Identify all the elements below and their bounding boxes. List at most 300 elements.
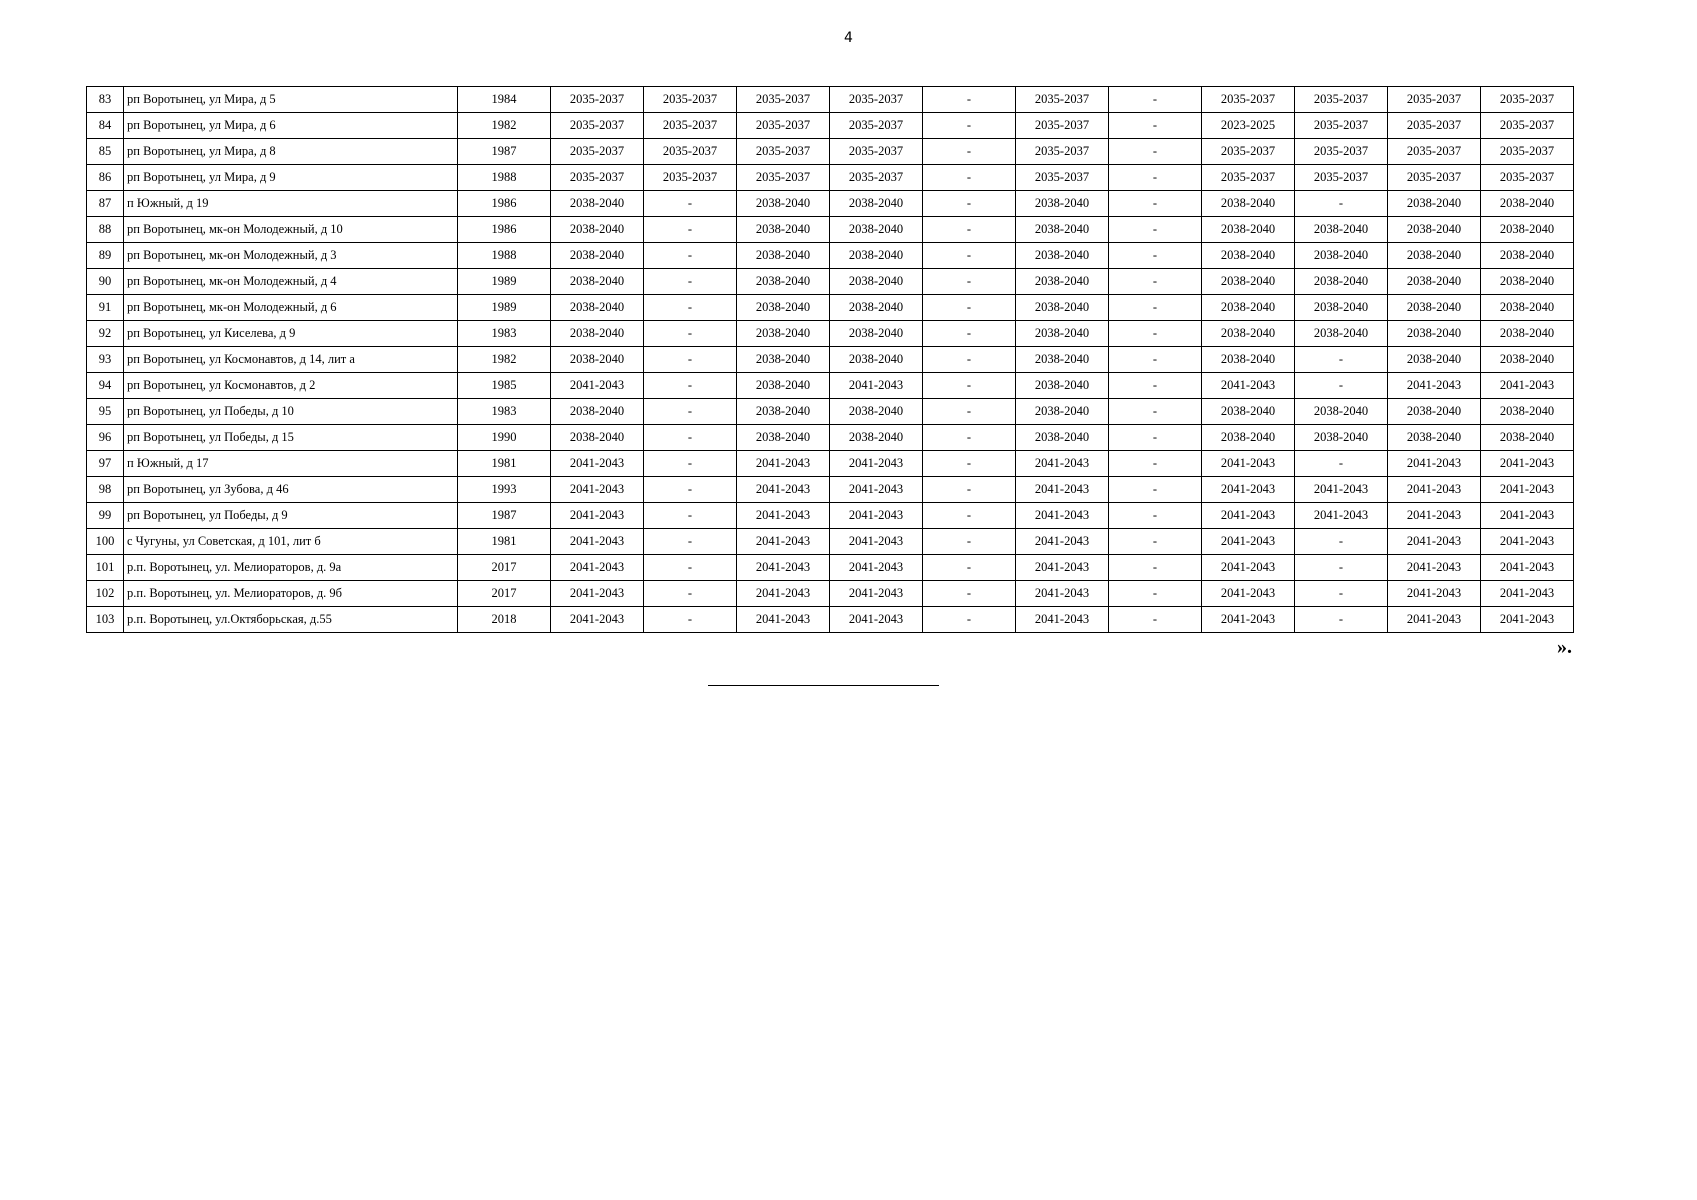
work-period-cell: -: [923, 295, 1016, 321]
table-row: [87, 347, 1574, 373]
work-period-cell: 2038-2040: [830, 321, 923, 347]
address-cell: рп Воротынец, ул Киселева, д 9: [124, 321, 458, 347]
work-period-cell: -: [1109, 217, 1202, 243]
work-period-cell: -: [923, 139, 1016, 165]
work-period-cell: 2038-2040: [1202, 321, 1295, 347]
work-period-cell: 2041-2043: [830, 477, 923, 503]
work-period-cell: 2038-2040: [1481, 217, 1574, 243]
year-built-cell: 1986: [458, 191, 551, 217]
work-period-cell: -: [1295, 347, 1388, 373]
work-period-cell: 2035-2037: [1202, 165, 1295, 191]
work-period-cell: 2038-2040: [1295, 321, 1388, 347]
work-period-cell: 2041-2043: [1202, 477, 1295, 503]
work-period-cell: 2035-2037: [1016, 165, 1109, 191]
table-row: [87, 87, 1574, 113]
work-period-cell: -: [1109, 87, 1202, 113]
work-period-cell: -: [923, 373, 1016, 399]
work-period-cell: -: [923, 607, 1016, 633]
work-period-cell: -: [1109, 477, 1202, 503]
work-period-cell: -: [923, 347, 1016, 373]
row-number-cell: 89: [87, 243, 124, 269]
table-row: [87, 113, 1574, 139]
work-period-cell: -: [923, 217, 1016, 243]
work-period-cell: 2038-2040: [1481, 321, 1574, 347]
work-period-cell: -: [923, 451, 1016, 477]
table-row: [87, 295, 1574, 321]
work-period-cell: -: [1295, 191, 1388, 217]
work-period-cell: 2038-2040: [1016, 373, 1109, 399]
work-period-cell: -: [644, 607, 737, 633]
row-number-cell: 93: [87, 347, 124, 373]
table-row: [87, 503, 1574, 529]
row-number-cell: 94: [87, 373, 124, 399]
work-period-cell: 2041-2043: [737, 607, 830, 633]
address-cell: рп Воротынец, ул Космонавтов, д 2: [124, 373, 458, 399]
row-number-cell: 101: [87, 555, 124, 581]
work-period-cell: -: [644, 555, 737, 581]
work-period-cell: 2038-2040: [830, 425, 923, 451]
work-period-cell: 2035-2037: [1295, 165, 1388, 191]
work-period-cell: 2035-2037: [551, 165, 644, 191]
address-cell: рп Воротынец, мк-он Молодежный, д 10: [124, 217, 458, 243]
work-period-cell: -: [923, 87, 1016, 113]
work-period-cell: 2041-2043: [737, 555, 830, 581]
end-divider: [708, 685, 939, 686]
work-period-cell: 2038-2040: [1481, 295, 1574, 321]
work-period-cell: 2041-2043: [1481, 581, 1574, 607]
work-period-cell: -: [1109, 269, 1202, 295]
address-cell: п Южный, д 17: [124, 451, 458, 477]
work-period-cell: 2038-2040: [1202, 295, 1295, 321]
work-period-cell: 2041-2043: [1388, 607, 1481, 633]
work-period-cell: 2038-2040: [1481, 191, 1574, 217]
work-period-cell: -: [1109, 321, 1202, 347]
table-row: [87, 373, 1574, 399]
work-period-cell: 2035-2037: [737, 113, 830, 139]
work-period-cell: 2041-2043: [1481, 477, 1574, 503]
work-period-cell: 2035-2037: [830, 113, 923, 139]
work-period-cell: -: [1109, 295, 1202, 321]
work-period-cell: -: [1109, 503, 1202, 529]
work-period-cell: 2035-2037: [644, 113, 737, 139]
work-period-cell: 2041-2043: [1388, 529, 1481, 555]
work-period-cell: -: [1109, 529, 1202, 555]
page-number: 4: [844, 30, 853, 46]
table-row: [87, 399, 1574, 425]
address-cell: р.п. Воротынец, ул. Мелиораторов, д. 9а: [124, 555, 458, 581]
work-period-cell: 2041-2043: [1388, 451, 1481, 477]
work-period-cell: -: [644, 581, 737, 607]
year-built-cell: 1987: [458, 139, 551, 165]
work-period-cell: 2038-2040: [1388, 295, 1481, 321]
work-period-cell: 2041-2043: [737, 529, 830, 555]
row-number-cell: 83: [87, 87, 124, 113]
work-period-cell: 2041-2043: [551, 373, 644, 399]
table-row: [87, 451, 1574, 477]
table-row: [87, 529, 1574, 555]
address-cell: рп Воротынец, ул Мира, д 6: [124, 113, 458, 139]
work-period-cell: 2035-2037: [1388, 139, 1481, 165]
row-number-cell: 88: [87, 217, 124, 243]
year-built-cell: 1985: [458, 373, 551, 399]
address-cell: с Чугуны, ул Советская, д 101, лит б: [124, 529, 458, 555]
work-period-cell: -: [1109, 191, 1202, 217]
work-period-cell: 2038-2040: [1481, 347, 1574, 373]
address-cell: рп Воротынец, ул Победы, д 9: [124, 503, 458, 529]
work-period-cell: -: [923, 581, 1016, 607]
work-period-cell: 2035-2037: [1481, 165, 1574, 191]
work-period-cell: 2038-2040: [737, 295, 830, 321]
work-period-cell: 2038-2040: [1202, 347, 1295, 373]
year-built-cell: 1988: [458, 243, 551, 269]
work-period-cell: 2041-2043: [1481, 451, 1574, 477]
year-built-cell: 1983: [458, 321, 551, 347]
work-period-cell: 2038-2040: [551, 191, 644, 217]
work-period-cell: -: [1295, 373, 1388, 399]
work-period-cell: 2038-2040: [1295, 425, 1388, 451]
work-period-cell: 2038-2040: [551, 295, 644, 321]
work-period-cell: -: [644, 269, 737, 295]
work-period-cell: 2035-2037: [830, 165, 923, 191]
work-period-cell: 2038-2040: [830, 295, 923, 321]
work-period-cell: -: [923, 113, 1016, 139]
work-period-cell: -: [644, 217, 737, 243]
work-period-cell: 2038-2040: [1202, 399, 1295, 425]
table-row: [87, 555, 1574, 581]
year-built-cell: 1981: [458, 529, 551, 555]
work-period-cell: 2041-2043: [1202, 503, 1295, 529]
row-number-cell: 84: [87, 113, 124, 139]
work-period-cell: 2038-2040: [551, 243, 644, 269]
work-period-cell: -: [1109, 165, 1202, 191]
work-period-cell: 2035-2037: [644, 87, 737, 113]
address-cell: рп Воротынец, мк-он Молодежный, д 3: [124, 243, 458, 269]
repair-schedule-table: [86, 86, 1574, 633]
work-period-cell: 2035-2037: [1481, 87, 1574, 113]
work-period-cell: 2035-2037: [737, 139, 830, 165]
work-period-cell: 2041-2043: [551, 607, 644, 633]
work-period-cell: 2035-2037: [1202, 87, 1295, 113]
address-cell: рп Воротынец, ул Космонавтов, д 14, лит а: [124, 347, 458, 373]
work-period-cell: 2038-2040: [1388, 217, 1481, 243]
work-period-cell: -: [1295, 555, 1388, 581]
work-period-cell: 2041-2043: [1481, 607, 1574, 633]
work-period-cell: -: [1109, 425, 1202, 451]
address-cell: рп Воротынец, мк-он Молодежный, д 4: [124, 269, 458, 295]
work-period-cell: 2041-2043: [1481, 529, 1574, 555]
work-period-cell: 2041-2043: [551, 529, 644, 555]
work-period-cell: 2038-2040: [1202, 217, 1295, 243]
work-period-cell: 2041-2043: [1388, 373, 1481, 399]
work-period-cell: 2038-2040: [830, 243, 923, 269]
work-period-cell: 2041-2043: [1016, 581, 1109, 607]
work-period-cell: 2038-2040: [1202, 243, 1295, 269]
year-built-cell: 2018: [458, 607, 551, 633]
row-number-cell: 85: [87, 139, 124, 165]
work-period-cell: 2035-2037: [1016, 139, 1109, 165]
work-period-cell: 2038-2040: [1388, 269, 1481, 295]
work-period-cell: 2038-2040: [1481, 425, 1574, 451]
row-number-cell: 95: [87, 399, 124, 425]
work-period-cell: -: [923, 529, 1016, 555]
work-period-cell: 2041-2043: [1481, 555, 1574, 581]
table-row: [87, 425, 1574, 451]
work-period-cell: 2038-2040: [1481, 399, 1574, 425]
work-period-cell: 2041-2043: [737, 581, 830, 607]
row-number-cell: 97: [87, 451, 124, 477]
work-period-cell: 2038-2040: [1016, 321, 1109, 347]
work-period-cell: 2041-2043: [1202, 607, 1295, 633]
work-period-cell: -: [923, 243, 1016, 269]
work-period-cell: -: [644, 347, 737, 373]
work-period-cell: -: [1109, 113, 1202, 139]
address-cell: рп Воротынец, мк-он Молодежный, д 6: [124, 295, 458, 321]
work-period-cell: 2041-2043: [1202, 373, 1295, 399]
work-period-cell: 2023-2025: [1202, 113, 1295, 139]
work-period-cell: 2035-2037: [830, 139, 923, 165]
work-period-cell: 2041-2043: [1295, 503, 1388, 529]
table-row: [87, 607, 1574, 633]
work-period-cell: 2038-2040: [1388, 347, 1481, 373]
work-period-cell: 2038-2040: [551, 321, 644, 347]
year-built-cell: 1987: [458, 503, 551, 529]
work-period-cell: 2041-2043: [830, 503, 923, 529]
work-period-cell: 2038-2040: [1295, 243, 1388, 269]
year-built-cell: 1984: [458, 87, 551, 113]
work-period-cell: 2038-2040: [737, 347, 830, 373]
row-number-cell: 90: [87, 269, 124, 295]
row-number-cell: 99: [87, 503, 124, 529]
work-period-cell: 2038-2040: [551, 347, 644, 373]
work-period-cell: 2038-2040: [1388, 191, 1481, 217]
year-built-cell: 2017: [458, 555, 551, 581]
work-period-cell: 2041-2043: [1016, 477, 1109, 503]
table-row: [87, 165, 1574, 191]
work-period-cell: -: [1109, 243, 1202, 269]
address-cell: рп Воротынец, ул Мира, д 9: [124, 165, 458, 191]
work-period-cell: -: [644, 529, 737, 555]
row-number-cell: 92: [87, 321, 124, 347]
work-period-cell: 2035-2037: [1481, 139, 1574, 165]
work-period-cell: 2035-2037: [1295, 113, 1388, 139]
work-period-cell: 2035-2037: [1295, 139, 1388, 165]
work-period-cell: 2038-2040: [551, 269, 644, 295]
work-period-cell: 2038-2040: [1388, 321, 1481, 347]
work-period-cell: -: [923, 321, 1016, 347]
row-number-cell: 103: [87, 607, 124, 633]
work-period-cell: 2041-2043: [1016, 451, 1109, 477]
work-period-cell: -: [1109, 607, 1202, 633]
work-period-cell: 2038-2040: [1016, 243, 1109, 269]
address-cell: рп Воротынец, ул Победы, д 15: [124, 425, 458, 451]
row-number-cell: 86: [87, 165, 124, 191]
work-period-cell: -: [644, 321, 737, 347]
work-period-cell: 2041-2043: [1295, 477, 1388, 503]
work-period-cell: -: [644, 373, 737, 399]
year-built-cell: 1989: [458, 295, 551, 321]
work-period-cell: -: [1109, 399, 1202, 425]
work-period-cell: 2035-2037: [1295, 87, 1388, 113]
year-built-cell: 1993: [458, 477, 551, 503]
work-period-cell: 2038-2040: [1388, 399, 1481, 425]
work-period-cell: 2041-2043: [737, 503, 830, 529]
work-period-cell: -: [1295, 607, 1388, 633]
address-cell: рп Воротынец, ул Победы, д 10: [124, 399, 458, 425]
work-period-cell: -: [1109, 373, 1202, 399]
work-period-cell: 2035-2037: [551, 113, 644, 139]
work-period-cell: 2038-2040: [1016, 347, 1109, 373]
work-period-cell: 2041-2043: [1388, 581, 1481, 607]
address-cell: р.п. Воротынец, ул. Мелиораторов, д. 9б: [124, 581, 458, 607]
work-period-cell: -: [923, 477, 1016, 503]
work-period-cell: 2035-2037: [1388, 87, 1481, 113]
row-number-cell: 100: [87, 529, 124, 555]
work-period-cell: 2038-2040: [830, 191, 923, 217]
address-cell: р.п. Воротынец, ул.Октяборьская, д.55: [124, 607, 458, 633]
work-period-cell: 2038-2040: [1016, 425, 1109, 451]
work-period-cell: -: [923, 555, 1016, 581]
work-period-cell: -: [1295, 581, 1388, 607]
work-period-cell: 2038-2040: [830, 269, 923, 295]
work-period-cell: 2038-2040: [737, 399, 830, 425]
work-period-cell: 2038-2040: [737, 243, 830, 269]
address-cell: п Южный, д 19: [124, 191, 458, 217]
work-period-cell: 2038-2040: [1481, 243, 1574, 269]
work-period-cell: 2041-2043: [551, 555, 644, 581]
work-period-cell: -: [644, 503, 737, 529]
address-cell: рп Воротынец, ул Мира, д 8: [124, 139, 458, 165]
work-period-cell: -: [1295, 529, 1388, 555]
year-built-cell: 1989: [458, 269, 551, 295]
row-number-cell: 96: [87, 425, 124, 451]
work-period-cell: 2041-2043: [551, 503, 644, 529]
work-period-cell: 2041-2043: [830, 451, 923, 477]
work-period-cell: 2035-2037: [551, 87, 644, 113]
work-period-cell: 2038-2040: [1202, 425, 1295, 451]
work-period-cell: 2041-2043: [737, 451, 830, 477]
work-period-cell: 2038-2040: [1295, 217, 1388, 243]
row-number-cell: 102: [87, 581, 124, 607]
year-built-cell: 1990: [458, 425, 551, 451]
row-number-cell: 98: [87, 477, 124, 503]
work-period-cell: -: [923, 399, 1016, 425]
work-period-cell: 2041-2043: [737, 477, 830, 503]
work-period-cell: -: [1109, 581, 1202, 607]
table-row: [87, 269, 1574, 295]
work-period-cell: 2035-2037: [737, 87, 830, 113]
work-period-cell: 2035-2037: [1481, 113, 1574, 139]
work-period-cell: 2038-2040: [1016, 269, 1109, 295]
year-built-cell: 1982: [458, 113, 551, 139]
work-period-cell: 2038-2040: [830, 399, 923, 425]
address-cell: рп Воротынец, ул Зубова, д 46: [124, 477, 458, 503]
work-period-cell: 2038-2040: [1295, 399, 1388, 425]
work-period-cell: 2041-2043: [1016, 607, 1109, 633]
work-period-cell: 2035-2037: [737, 165, 830, 191]
work-period-cell: 2041-2043: [830, 581, 923, 607]
year-built-cell: 1986: [458, 217, 551, 243]
closing-quote: ».: [1557, 636, 1572, 658]
table-row: [87, 477, 1574, 503]
work-period-cell: 2041-2043: [1016, 503, 1109, 529]
work-period-cell: 2035-2037: [1016, 87, 1109, 113]
work-period-cell: 2041-2043: [551, 581, 644, 607]
year-built-cell: 1981: [458, 451, 551, 477]
work-period-cell: -: [1109, 139, 1202, 165]
work-period-cell: 2038-2040: [551, 399, 644, 425]
work-period-cell: 2038-2040: [737, 373, 830, 399]
work-period-cell: 2038-2040: [1016, 217, 1109, 243]
table-body: [87, 87, 1574, 633]
row-number-cell: 87: [87, 191, 124, 217]
work-period-cell: -: [1295, 451, 1388, 477]
work-period-cell: 2038-2040: [551, 425, 644, 451]
work-period-cell: 2035-2037: [1202, 139, 1295, 165]
work-period-cell: -: [923, 425, 1016, 451]
work-period-cell: 2038-2040: [737, 217, 830, 243]
work-period-cell: 2038-2040: [1016, 295, 1109, 321]
work-period-cell: 2041-2043: [830, 607, 923, 633]
work-period-cell: -: [644, 477, 737, 503]
work-period-cell: 2038-2040: [1016, 399, 1109, 425]
work-period-cell: -: [644, 425, 737, 451]
work-period-cell: 2041-2043: [1202, 451, 1295, 477]
work-period-cell: 2035-2037: [1388, 113, 1481, 139]
work-period-cell: -: [644, 243, 737, 269]
work-period-cell: 2041-2043: [830, 555, 923, 581]
work-period-cell: 2041-2043: [1202, 581, 1295, 607]
year-built-cell: 1988: [458, 165, 551, 191]
work-period-cell: 2041-2043: [830, 373, 923, 399]
work-period-cell: -: [644, 295, 737, 321]
work-period-cell: -: [1109, 347, 1202, 373]
work-period-cell: 2035-2037: [644, 139, 737, 165]
work-period-cell: 2038-2040: [1388, 243, 1481, 269]
work-period-cell: 2038-2040: [1016, 191, 1109, 217]
work-period-cell: 2038-2040: [737, 269, 830, 295]
work-period-cell: 2038-2040: [1202, 191, 1295, 217]
work-period-cell: 2041-2043: [1388, 555, 1481, 581]
year-built-cell: 1983: [458, 399, 551, 425]
work-period-cell: 2041-2043: [1481, 503, 1574, 529]
work-period-cell: -: [923, 503, 1016, 529]
table-row: [87, 581, 1574, 607]
work-period-cell: 2038-2040: [551, 217, 644, 243]
table-row: [87, 217, 1574, 243]
work-period-cell: 2038-2040: [1388, 425, 1481, 451]
work-period-cell: 2038-2040: [737, 191, 830, 217]
work-period-cell: -: [1109, 555, 1202, 581]
work-period-cell: -: [923, 191, 1016, 217]
year-built-cell: 2017: [458, 581, 551, 607]
work-period-cell: -: [644, 191, 737, 217]
work-period-cell: 2041-2043: [1202, 529, 1295, 555]
work-period-cell: 2041-2043: [1016, 529, 1109, 555]
work-period-cell: 2041-2043: [551, 451, 644, 477]
table-row: [87, 321, 1574, 347]
table-row: [87, 191, 1574, 217]
row-number-cell: 91: [87, 295, 124, 321]
work-period-cell: 2035-2037: [551, 139, 644, 165]
year-built-cell: 1982: [458, 347, 551, 373]
work-period-cell: 2038-2040: [1295, 269, 1388, 295]
work-period-cell: 2035-2037: [1016, 113, 1109, 139]
work-period-cell: -: [923, 165, 1016, 191]
work-period-cell: 2041-2043: [1202, 555, 1295, 581]
work-period-cell: 2038-2040: [737, 425, 830, 451]
work-period-cell: 2038-2040: [1295, 295, 1388, 321]
work-period-cell: 2041-2043: [551, 477, 644, 503]
